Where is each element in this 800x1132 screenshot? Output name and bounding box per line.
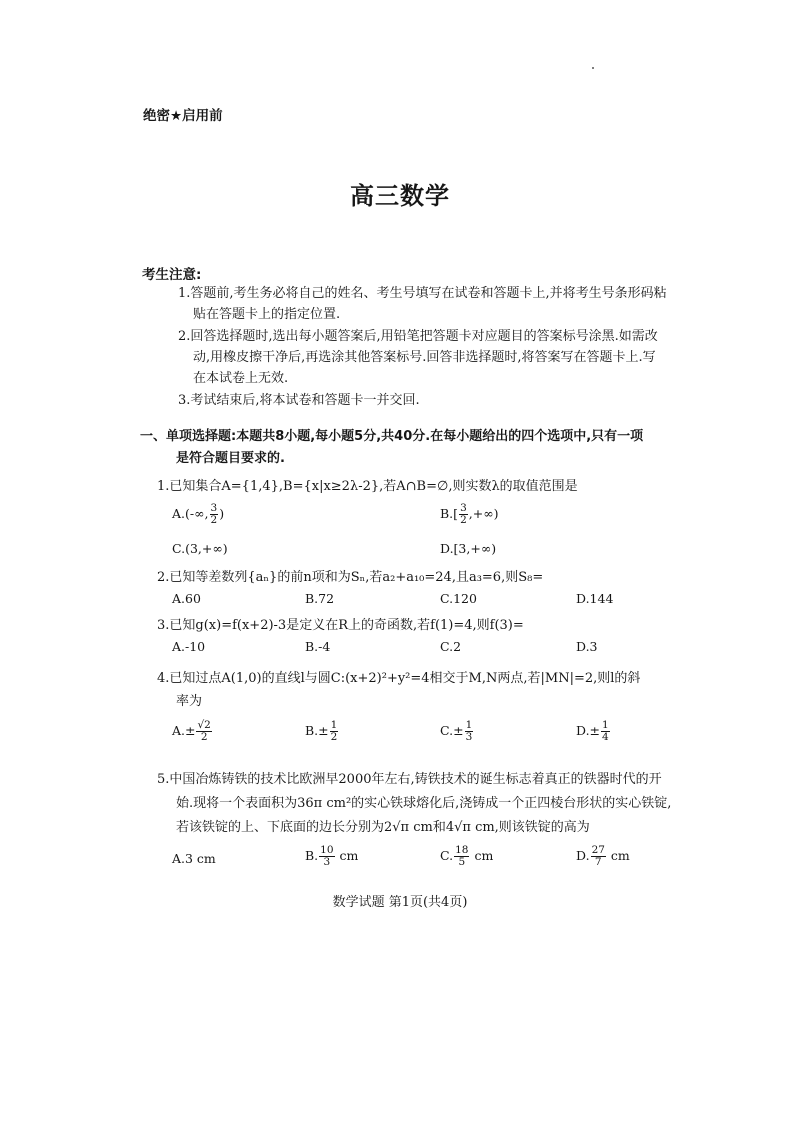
q5-stem-cont-2: 若该铁锭的上、下底面的边长分别为2√π cm和4√π cm,则该铁锭的高为 <box>176 820 590 835</box>
q2-option-b: B.72 <box>305 591 335 606</box>
section-heading-cont: 是符合题目要求的. <box>176 451 285 466</box>
q4-c-fraction: $\frac{1}{3}$ <box>465 719 473 744</box>
q4-option-a: A.± $\frac{√2}{2}$ <box>172 719 211 744</box>
q2-option-c: C.120 <box>440 591 477 606</box>
q5-stem-cont-1: 始.现将一个表面积为36π cm²的实心铁球熔化后,浇铸成一个正四棱台形状的实心铁锭, <box>176 796 672 811</box>
q5-d-fraction: $\frac{27}{7}$ <box>591 844 605 869</box>
q5-option-c: C. $\frac{18}{5}$ cm <box>440 844 494 869</box>
notice-line-4: 动,用橡皮擦干净后,再选涂其他答案标号.回答非选择题时,将答案写在答题卡上.写 <box>193 350 656 365</box>
q4-stem-cont: 率为 <box>176 694 203 709</box>
q4-stem: 4.已知过点A(1,0)的直线l与圆C:(x+2)²+y²=4相交于M,N两点,若|MN|=2,则l的斜 <box>157 671 641 686</box>
notice-title: 考生注意: <box>142 267 202 283</box>
page-title: 高三数学 <box>350 182 450 210</box>
q4-option-d: D.± $\frac{1}{4}$ <box>576 719 609 744</box>
q5-c-fraction: $\frac{18}{5}$ <box>455 844 469 869</box>
notice-line-2: 贴在答题卡上的指定位置. <box>193 307 341 322</box>
confidential-label: 绝密★启用前 <box>143 108 223 124</box>
notice-line-1: 1.答题前,考生务必将自己的姓名、考生号填写在试卷和答题卡上,并将考生号条形码粘 <box>178 286 667 301</box>
q3-option-d: D.3 <box>576 639 598 654</box>
q1-b-fraction: $\frac{3}{2}$ <box>460 502 467 527</box>
q4-a-fraction: $\frac{√2}{2}$ <box>197 719 211 744</box>
q2-stem: 2.已知等差数列{aₙ}的前n项和为Sₙ,若a₂+a₁₀=24,且a₃=6,则S₈= <box>157 570 544 585</box>
q1-a-fraction: $\frac{3}{2}$ <box>210 502 218 527</box>
q5-stem: 5.中国冶炼铸铁的技术比欧洲早2000年左右,铸铁技术的诞生标志着真正的铁器时代的开 <box>157 772 662 787</box>
q5-option-a: A.3 cm <box>172 851 216 866</box>
notice-line-5: 在本试卷上无效. <box>193 371 289 386</box>
section-heading: 一、单项选择题:本题共8小题,每小题5分,共40分.在每小题给出的四个选项中,只有一项 <box>140 429 644 444</box>
q5-b-fraction: $\frac{10}{3}$ <box>320 844 334 869</box>
q3-option-a: A.-10 <box>172 639 206 654</box>
q3-option-c: C.2 <box>440 639 462 654</box>
q1-stem: 1.已知集合A={1,4},B={x|x≥2λ-2},若A∩B=∅,则实数λ的取值范围是 <box>157 479 578 494</box>
page-footer: 数学试题 第1页(共4页) <box>332 895 468 910</box>
q4-b-fraction: $\frac{1}{2}$ <box>330 719 338 744</box>
scan-speck <box>592 67 594 69</box>
q2-option-d: D.144 <box>576 591 614 606</box>
q5-option-d: D. $\frac{27}{7}$ cm <box>576 844 630 869</box>
q5-option-b: B. $\frac{10}{3}$ cm <box>305 844 359 869</box>
notice-line-6: 3.考试结束后,将本试卷和答题卡一并交回. <box>178 393 420 408</box>
q1-option-c: C.(3,+∞) <box>172 541 228 556</box>
q3-option-b: B.-4 <box>305 639 331 654</box>
q4-option-b: B.± $\frac{1}{2}$ <box>305 719 338 744</box>
q4-option-c: C.± $\frac{1}{3}$ <box>440 719 473 744</box>
q1-option-a: A.(-∞, $\frac{3}{2}$ ) <box>172 502 225 527</box>
q3-stem: 3.已知g(x)=f(x+2)-3是定义在R上的奇函数,若f(1)=4,则f(3)= <box>157 618 524 633</box>
q2-option-a: A.60 <box>172 591 201 606</box>
notice-line-3: 2.回答选择题时,选出每小题答案后,用铅笔把答题卡对应题目的答案标号涂黑.如需改 <box>178 329 658 344</box>
q1-option-d: D.[3,+∞) <box>440 541 497 556</box>
q4-d-fraction: $\frac{1}{4}$ <box>602 719 609 744</box>
q1-option-b: B.[ $\frac{3}{2}$ ,+∞) <box>440 502 499 527</box>
